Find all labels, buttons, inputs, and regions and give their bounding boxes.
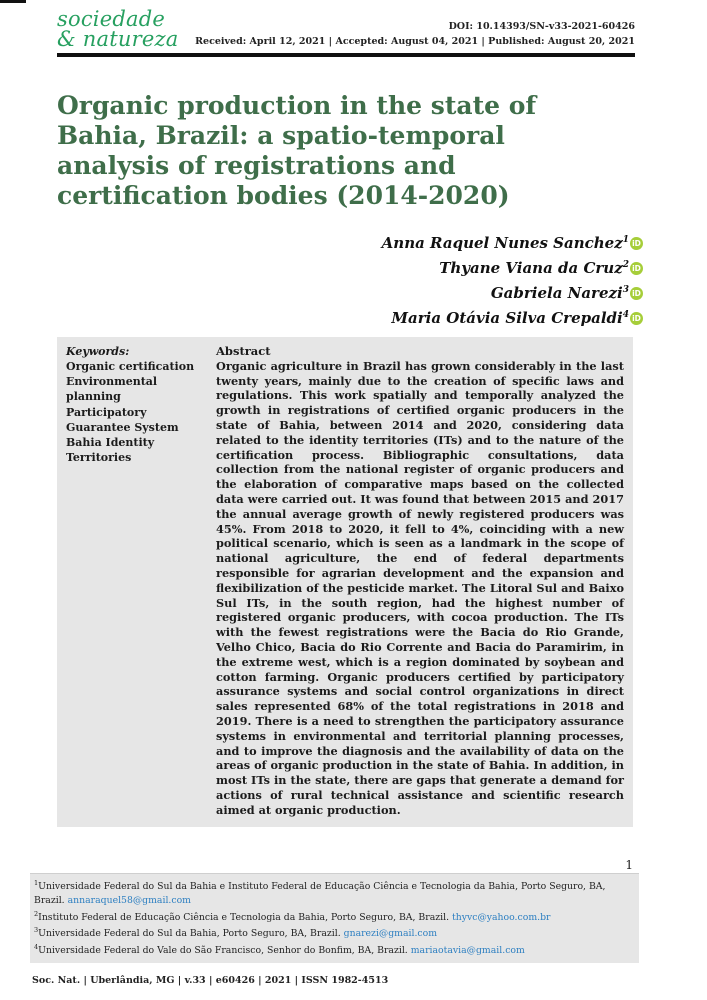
abstract-block bbox=[57, 337, 633, 827]
journal-logo-line1: sociedade bbox=[57, 7, 165, 31]
journal-footer-line: Soc. Nat. | Uberlândia, MG | v.33 | e60426 | 2021 | ISSN 1982-4513 bbox=[32, 975, 389, 986]
keyword-item: Participatory Guarantee System bbox=[66, 405, 179, 434]
author-name: Thyane Viana da Cruz bbox=[439, 258, 623, 277]
author-row bbox=[57, 279, 643, 304]
footnote-row bbox=[34, 909, 631, 926]
abstract-heading: Abstract bbox=[216, 343, 271, 358]
page-title: Organic production in the state of Bahia, Brazil: a spatio-temporal analysis of registrations and certification bodies (2014-2020) bbox=[57, 90, 537, 210]
journal-logo bbox=[57, 7, 179, 51]
author-affiliation-sup: 2 bbox=[622, 259, 629, 270]
orcid-icon[interactable]: iD bbox=[630, 287, 643, 300]
footnote-text: Universidade Federal do Sul da Bahia, Porto Seguro, BA, Brazil. bbox=[38, 928, 344, 940]
bottom-section bbox=[30, 858, 639, 1000]
author-row bbox=[57, 304, 643, 329]
footnote-sup: 3 bbox=[34, 926, 39, 934]
keyword-item: Organic certification bbox=[66, 360, 195, 374]
keywords-panel bbox=[66, 344, 202, 818]
footnote-sup: 1 bbox=[34, 878, 39, 887]
author-affiliation-sup: 1 bbox=[622, 234, 629, 245]
footnote-text: Universidade Federal do Sul da Bahia e Instituto Federal de Educação Ciência e Tecnologia da Bahia, Porto Seguro, BA, Brazil. bbox=[34, 880, 606, 907]
footnote-sup: 4 bbox=[34, 942, 39, 951]
footnote-text: Universidade Federal do Vale do São Francisco, Senhor do Bonfim, BA, Brazil. bbox=[38, 944, 411, 956]
footnote-email-link[interactable]: gnarezi@gmail.com bbox=[343, 928, 438, 940]
author-name: Anna Raquel Nunes Sanchez bbox=[381, 233, 623, 252]
footnotes-block bbox=[30, 873, 639, 963]
footnote-sup: 2 bbox=[34, 909, 39, 918]
authors-list bbox=[57, 229, 643, 329]
orcid-icon[interactable]: iD bbox=[630, 237, 643, 250]
author-affiliation-sup: 3 bbox=[622, 284, 629, 295]
keywords-heading: Keywords: bbox=[66, 344, 130, 358]
abstract-text: Organic agriculture in Brazil has grown considerably in the last twenty years, mainly due to the creation of specific laws and regulations. This work spatially and temporally analyzed the growth in registrations of certified organic producers in the state of Bahia, between 2014 and 2020, considering data related to the identity territories (ITs) and to the nature of the certification process. Bibliographic consultations, data collection from the national register of organic producers and the elaboration of comparative maps based on the collected data were carried out. It was found that between 2015 and 2017 the annual average growth of newly registered producers was 45%. From 2018 to 2020, it fell to 4%, coinciding with a new political scenario, which is seen as a landmark in the scope of national agriculture, the end of federal departments responsible for agrarian development and the expansion and flexibilization of the pesticide market. The Litoral Sul and Baixo Sul ITs, in the south region, had the highest number of registered organic producers, with cocoa production. The ITs with the fewest registrations were the Bacia do Rio Grande, Velho Chico, Bacia do Rio Corrente and Bacia do Paramirim, in the extreme west, which is a region dominated by soybean and cotton farming. Organic producers certified by participatory assurance systems and social control organizations in direct sales represented 68% of the total registrations in 2018 and 2019. There is a need to strengthen the participatory assurance systems in environmental and territorial planning processes, and to improve the diagnosis and the availability of data on the areas of organic production in the state of Bahia. In addition, in most ITs in the state, there are gaps that generate a demand for actions of rural technical assistance and scientific research aimed at organic production. bbox=[216, 358, 624, 817]
author-name: Gabriela Narezi bbox=[490, 283, 623, 302]
footnote-email-link[interactable]: annaraquel58@gmail.com bbox=[67, 895, 191, 907]
dates-text: Received: April 12, 2021 | Accepted: August 04, 2021 | Published: August 20, 2021 bbox=[195, 36, 635, 48]
page-number: 1 bbox=[625, 857, 633, 872]
header-rule bbox=[57, 53, 635, 57]
footnote-email-link[interactable]: mariaotavia@gmail.com bbox=[410, 944, 525, 956]
author-row bbox=[57, 254, 643, 279]
footnote-email-link[interactable]: thyvc@yahoo.com.br bbox=[452, 911, 551, 923]
footnote-text: Instituto Federal de Educação Ciência e Tecnologia da Bahia, Porto Seguro, BA, Brazil. bbox=[38, 911, 453, 923]
author-name: Maria Otávia Silva Crepaldi bbox=[391, 308, 623, 327]
masthead bbox=[57, 7, 635, 51]
author-row bbox=[57, 229, 643, 254]
header-meta bbox=[195, 20, 635, 49]
abstract-panel bbox=[216, 344, 624, 818]
orcid-icon[interactable]: iD bbox=[630, 262, 643, 275]
journal-logo-line2: & natureza bbox=[57, 26, 179, 51]
footnote-row bbox=[34, 925, 631, 942]
doi-text: DOI: 10.14393/SN-v33-2021-60426 bbox=[448, 21, 635, 33]
author-affiliation-sup: 4 bbox=[622, 309, 629, 320]
keyword-item: Bahia Identity Territories bbox=[66, 435, 155, 465]
footnote-row bbox=[34, 942, 631, 959]
scan-artifact-mark bbox=[0, 0, 26, 3]
orcid-icon[interactable]: iD bbox=[630, 312, 643, 325]
keyword-item: Environmental planning bbox=[66, 375, 158, 404]
footnote-row bbox=[34, 878, 631, 909]
